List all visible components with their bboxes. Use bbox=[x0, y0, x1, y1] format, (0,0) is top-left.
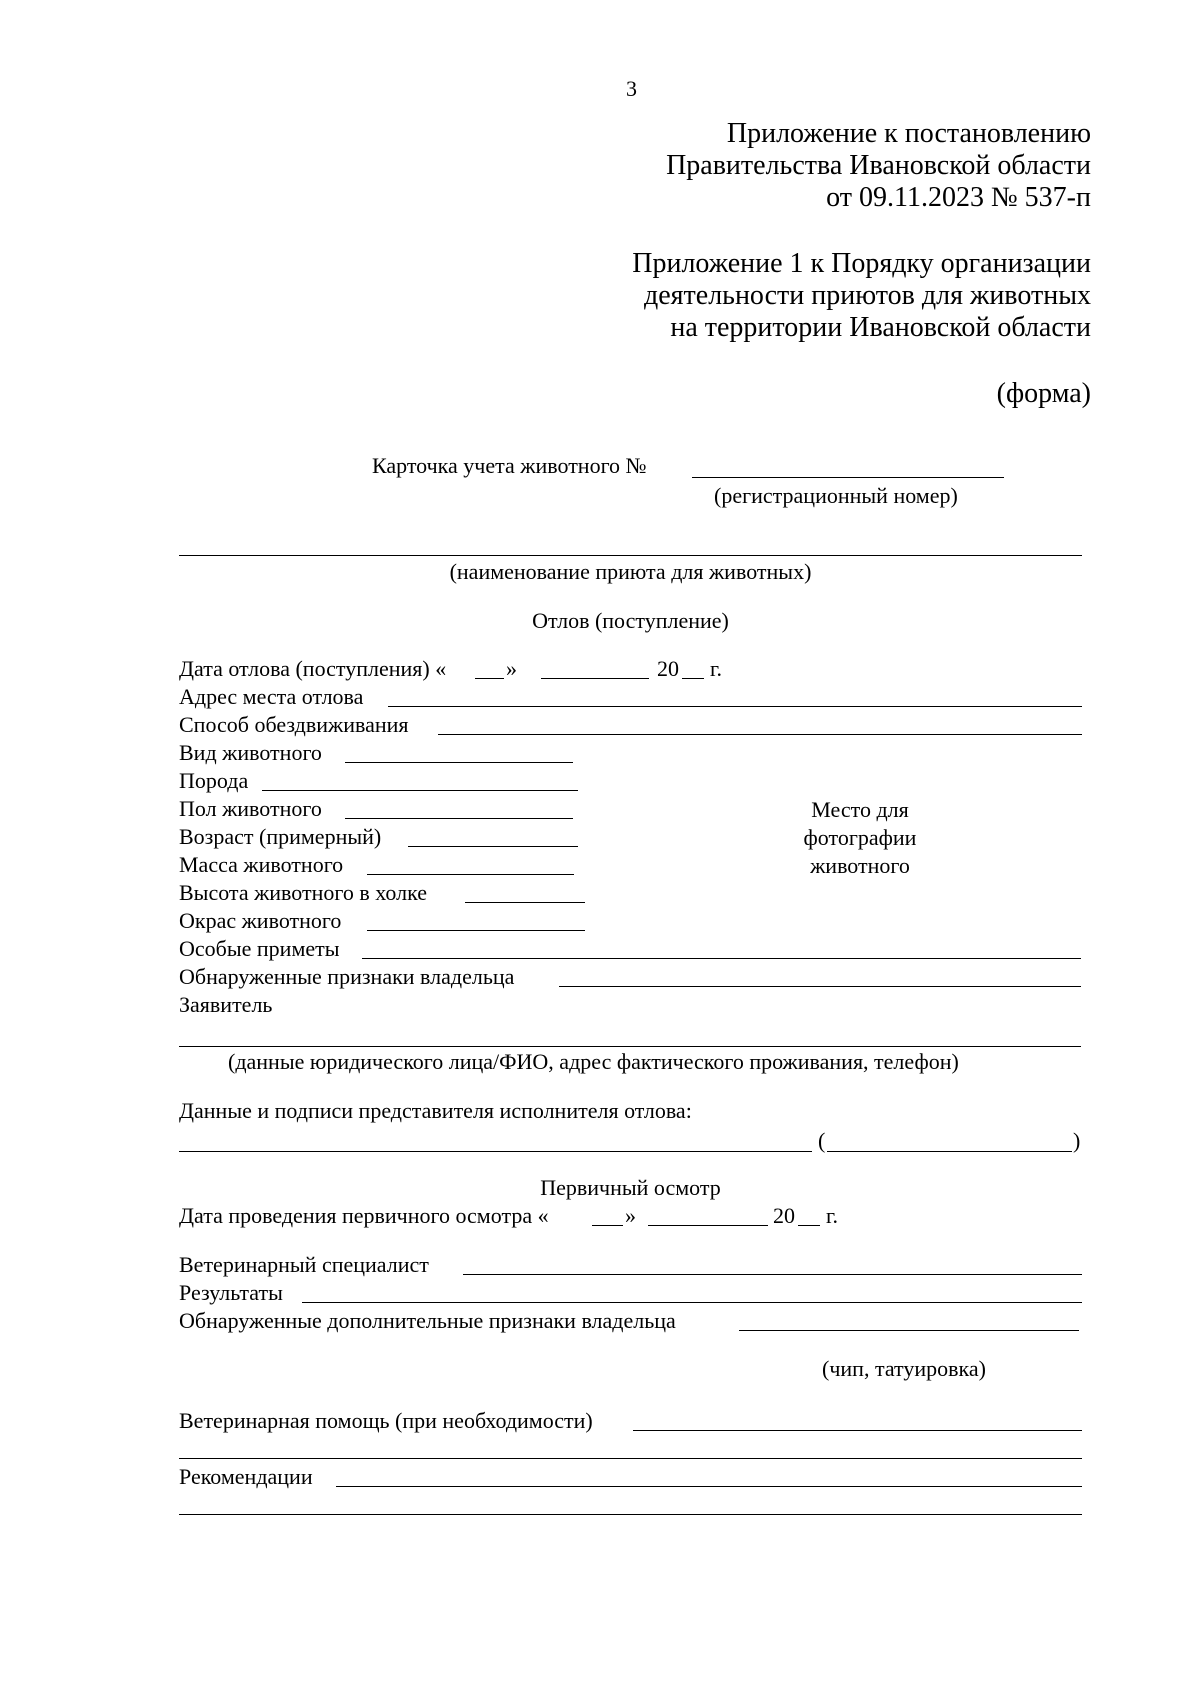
owner-signs-label: Обнаруженные признаки владельца bbox=[179, 964, 515, 989]
photo-placeholder-line-3: животного bbox=[810, 853, 910, 878]
results-line[interactable] bbox=[302, 1302, 1082, 1303]
age-label: Возраст (примерный) bbox=[179, 824, 382, 849]
vet-help-line-2[interactable] bbox=[179, 1458, 1082, 1459]
applicant-label: Заявитель bbox=[179, 992, 273, 1017]
header-line-1: Приложение к постановлению bbox=[726, 118, 1091, 149]
exam-date-label: Дата проведения первичного осмотра « bbox=[179, 1203, 549, 1228]
appendix-line-2: деятельности приютов для животных bbox=[643, 280, 1091, 311]
extra-signs-label: Обнаруженные дополнительные признаки владельца bbox=[179, 1308, 676, 1333]
shelter-name-caption: (наименование приюта для животных) bbox=[449, 559, 812, 584]
exam-month-line[interactable] bbox=[648, 1225, 768, 1226]
height-line[interactable] bbox=[465, 902, 585, 903]
exam-date-quote: » bbox=[625, 1203, 636, 1228]
applicant-line[interactable] bbox=[179, 1046, 1081, 1047]
breed-line[interactable] bbox=[262, 790, 578, 791]
reg-number-line[interactable] bbox=[692, 477, 1004, 478]
applicant-caption: (данные юридического лица/ФИО, адрес фактического проживания, телефон) bbox=[228, 1049, 959, 1074]
signature-paren-close: ) bbox=[1073, 1128, 1081, 1153]
card-title: Карточка учета животного № bbox=[372, 453, 647, 478]
header-line-2: Правительства Ивановской области bbox=[666, 150, 1091, 181]
shelter-name-line[interactable] bbox=[179, 555, 1082, 556]
species-label: Вид животного bbox=[179, 740, 322, 765]
results-label: Результаты bbox=[179, 1280, 283, 1305]
sex-line[interactable] bbox=[345, 818, 573, 819]
height-label: Высота животного в холке bbox=[179, 880, 428, 905]
exam-heading: Первичный осмотр bbox=[540, 1175, 721, 1200]
exam-day-line[interactable] bbox=[592, 1225, 623, 1226]
capture-date-label: Дата отлова (поступления) « bbox=[179, 656, 447, 681]
capture-day-line[interactable] bbox=[475, 678, 504, 679]
appendix-line-3: на территории Ивановской области bbox=[670, 312, 1091, 343]
vet-line[interactable] bbox=[463, 1274, 1082, 1275]
color-line[interactable] bbox=[367, 930, 585, 931]
exam-year-line[interactable] bbox=[798, 1225, 820, 1226]
method-label: Способ обездвиживания bbox=[179, 712, 409, 737]
marks-label: Особые приметы bbox=[179, 936, 340, 961]
capture-address-label: Адрес места отлова bbox=[179, 684, 364, 709]
header-line-3: от 09.11.2023 № 537-п bbox=[826, 182, 1091, 213]
chip-caption: (чип, татуировка) bbox=[822, 1356, 986, 1381]
vet-help-line[interactable] bbox=[633, 1430, 1082, 1431]
form-label: (форма) bbox=[996, 378, 1091, 409]
extra-signs-line[interactable] bbox=[739, 1330, 1079, 1331]
representative-data-line[interactable] bbox=[179, 1151, 812, 1152]
representative-signature-line[interactable] bbox=[827, 1151, 1072, 1152]
photo-placeholder-line-1: Место для bbox=[811, 797, 909, 822]
vet-label: Ветеринарный специалист bbox=[179, 1252, 429, 1277]
signature-paren-open: ( bbox=[818, 1128, 826, 1153]
capture-year-prefix: 20 bbox=[657, 656, 679, 681]
color-label: Окрас животного bbox=[179, 908, 342, 933]
capture-date-quote: » bbox=[506, 656, 517, 681]
page-number: 3 bbox=[626, 76, 637, 101]
recommendations-label: Рекомендации bbox=[179, 1464, 313, 1489]
method-line[interactable] bbox=[438, 734, 1082, 735]
vet-help-label: Ветеринарная помощь (при необходимости) bbox=[179, 1408, 593, 1433]
representative-label: Данные и подписи представителя исполнителя отлова: bbox=[179, 1098, 692, 1123]
exam-year-suffix: г. bbox=[826, 1203, 839, 1228]
capture-heading: Отлов (поступление) bbox=[532, 608, 729, 633]
capture-year-suffix: г. bbox=[710, 656, 723, 681]
marks-line[interactable] bbox=[362, 958, 1081, 959]
species-line[interactable] bbox=[345, 762, 573, 763]
breed-label: Порода bbox=[179, 768, 249, 793]
mass-line[interactable] bbox=[367, 874, 574, 875]
recommendations-line[interactable] bbox=[336, 1486, 1082, 1487]
owner-signs-line[interactable] bbox=[559, 986, 1081, 987]
photo-placeholder-line-2: фотографии bbox=[803, 825, 917, 850]
capture-year-line[interactable] bbox=[682, 678, 704, 679]
capture-month-line[interactable] bbox=[541, 678, 649, 679]
mass-label: Масса животного bbox=[179, 852, 344, 877]
appendix-line-1: Приложение 1 к Порядку организации bbox=[632, 248, 1091, 279]
capture-address-line[interactable] bbox=[388, 706, 1082, 707]
age-line[interactable] bbox=[408, 846, 578, 847]
exam-year-prefix: 20 bbox=[773, 1203, 795, 1228]
reg-number-caption: (регистрационный номер) bbox=[714, 483, 958, 508]
recommendations-line-2[interactable] bbox=[179, 1514, 1082, 1515]
sex-label: Пол животного bbox=[179, 796, 322, 821]
